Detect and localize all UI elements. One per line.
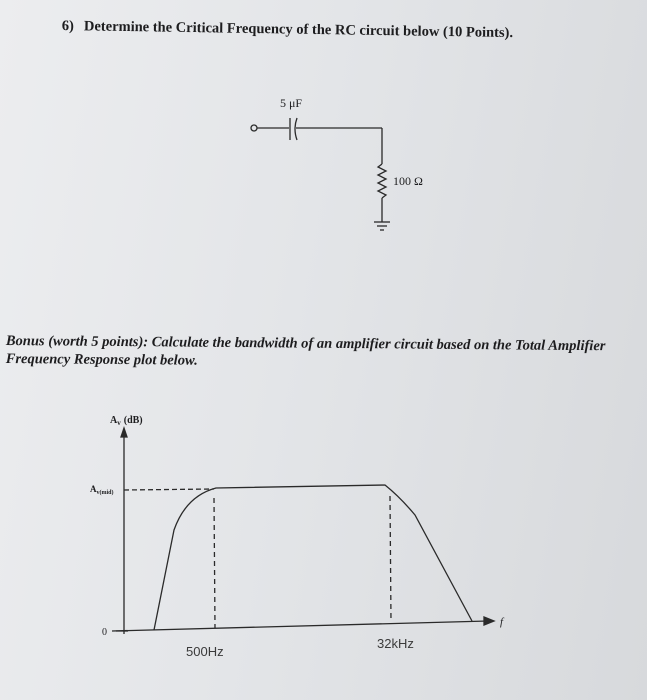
midband-dashed-line	[124, 489, 214, 490]
zero-label: 0	[102, 627, 107, 638]
question-number: 6)	[61, 18, 75, 35]
question-text: Determine the Critical Frequency of the RC circuit below (10 Points).	[83, 18, 514, 42]
high-cutoff-dashed-line	[390, 496, 391, 622]
x-axis	[112, 621, 488, 631]
x-axis-arrow	[484, 617, 494, 625]
response-curve	[154, 485, 472, 630]
x-axis-label: f	[500, 616, 504, 628]
high-cutoff-label: 32kHz	[377, 636, 414, 651]
capacitor-label: 5 μF	[280, 96, 303, 110]
low-cutoff-dashed-line	[214, 498, 215, 628]
low-cutoff-label: 500Hz	[186, 644, 224, 659]
y-axis-label: $A_v$ (dB)	[110, 415, 143, 427]
y-axis-arrow	[121, 428, 127, 437]
midband-label: $A_{v(mid)}$	[90, 484, 114, 496]
bonus-question: Bonus (worth 5 points): Calculate the bandwidth of an amplifier circuit based on the Total Amplifier Frequency Response plot below.	[5, 332, 606, 369]
resistor-label: 100 Ω	[393, 174, 423, 188]
